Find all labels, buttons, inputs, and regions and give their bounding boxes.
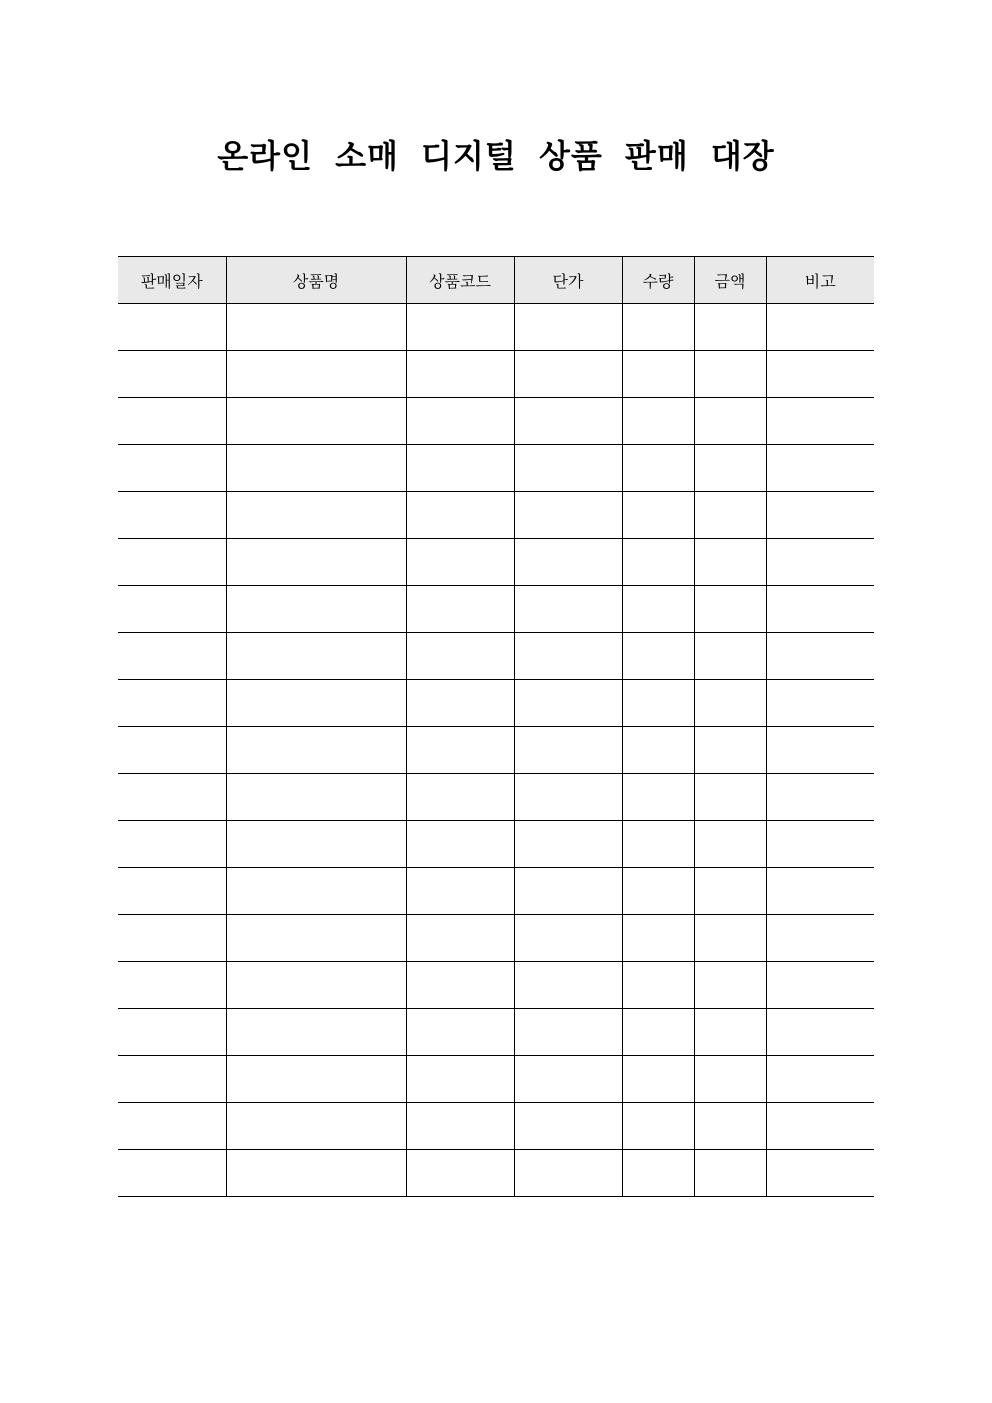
cell-amount — [694, 633, 766, 680]
table-row — [118, 1150, 874, 1197]
cell-remarks — [766, 445, 874, 492]
cell-amount — [694, 962, 766, 1009]
cell-product-code — [406, 821, 514, 868]
cell-sale-date — [118, 398, 226, 445]
cell-remarks — [766, 351, 874, 398]
table-row — [118, 1103, 874, 1150]
cell-unit-price — [514, 398, 622, 445]
table-row — [118, 915, 874, 962]
cell-remarks — [766, 1056, 874, 1103]
cell-remarks — [766, 398, 874, 445]
cell-amount — [694, 398, 766, 445]
cell-sale-date — [118, 351, 226, 398]
cell-unit-price — [514, 1103, 622, 1150]
cell-unit-price — [514, 1056, 622, 1103]
cell-quantity — [622, 351, 694, 398]
cell-quantity — [622, 680, 694, 727]
cell-sale-date — [118, 1056, 226, 1103]
cell-quantity — [622, 962, 694, 1009]
cell-sale-date — [118, 445, 226, 492]
cell-sale-date — [118, 539, 226, 586]
cell-amount — [694, 1103, 766, 1150]
cell-product-name — [226, 1009, 406, 1056]
cell-product-code — [406, 492, 514, 539]
cell-unit-price — [514, 868, 622, 915]
cell-remarks — [766, 1009, 874, 1056]
cell-sale-date — [118, 727, 226, 774]
cell-quantity — [622, 633, 694, 680]
cell-amount — [694, 1009, 766, 1056]
cell-quantity — [622, 492, 694, 539]
cell-remarks — [766, 868, 874, 915]
cell-remarks — [766, 727, 874, 774]
cell-remarks — [766, 304, 874, 351]
cell-amount — [694, 1056, 766, 1103]
cell-quantity — [622, 1056, 694, 1103]
cell-unit-price — [514, 680, 622, 727]
table-row — [118, 868, 874, 915]
cell-sale-date — [118, 680, 226, 727]
cell-quantity — [622, 1009, 694, 1056]
cell-amount — [694, 915, 766, 962]
cell-product-name — [226, 445, 406, 492]
header-product-name: 상품명 — [226, 257, 406, 304]
table-row — [118, 680, 874, 727]
cell-product-name — [226, 351, 406, 398]
cell-quantity — [622, 774, 694, 821]
cell-amount — [694, 445, 766, 492]
sales-ledger-table — [118, 256, 874, 1197]
cell-product-name — [226, 915, 406, 962]
cell-product-name — [226, 1103, 406, 1150]
cell-unit-price — [514, 586, 622, 633]
ledger-body — [118, 304, 874, 1197]
cell-product-code — [406, 586, 514, 633]
cell-remarks — [766, 915, 874, 962]
cell-quantity — [622, 1150, 694, 1197]
cell-unit-price — [514, 962, 622, 1009]
cell-product-code — [406, 304, 514, 351]
cell-product-name — [226, 774, 406, 821]
cell-product-code — [406, 915, 514, 962]
table-row — [118, 821, 874, 868]
header-amount: 금액 — [694, 257, 766, 304]
cell-sale-date — [118, 962, 226, 1009]
cell-product-code — [406, 351, 514, 398]
header-remarks: 비고 — [766, 257, 874, 304]
cell-sale-date — [118, 1150, 226, 1197]
table-row — [118, 633, 874, 680]
cell-amount — [694, 774, 766, 821]
cell-remarks — [766, 492, 874, 539]
table-row — [118, 492, 874, 539]
cell-unit-price — [514, 774, 622, 821]
cell-unit-price — [514, 727, 622, 774]
cell-product-name — [226, 680, 406, 727]
cell-product-code — [406, 1150, 514, 1197]
cell-amount — [694, 868, 766, 915]
cell-remarks — [766, 539, 874, 586]
table-row — [118, 962, 874, 1009]
table-row — [118, 774, 874, 821]
cell-product-code — [406, 445, 514, 492]
cell-remarks — [766, 774, 874, 821]
cell-quantity — [622, 915, 694, 962]
cell-product-name — [226, 539, 406, 586]
cell-product-code — [406, 774, 514, 821]
cell-product-code — [406, 1103, 514, 1150]
cell-unit-price — [514, 492, 622, 539]
cell-quantity — [622, 868, 694, 915]
table-row — [118, 445, 874, 492]
cell-amount — [694, 821, 766, 868]
cell-product-code — [406, 680, 514, 727]
cell-unit-price — [514, 539, 622, 586]
cell-amount — [694, 727, 766, 774]
cell-product-code — [406, 868, 514, 915]
cell-remarks — [766, 821, 874, 868]
document-title: 온라인 소매 디지털 상품 판매 대장 — [217, 137, 775, 175]
cell-product-name — [226, 962, 406, 1009]
table-row — [118, 304, 874, 351]
cell-product-name — [226, 633, 406, 680]
cell-amount — [694, 680, 766, 727]
header-sale-date: 판매일자 — [118, 257, 226, 304]
cell-product-name — [226, 868, 406, 915]
cell-remarks — [766, 680, 874, 727]
cell-remarks — [766, 586, 874, 633]
cell-unit-price — [514, 1009, 622, 1056]
cell-quantity — [622, 398, 694, 445]
cell-product-name — [226, 398, 406, 445]
cell-product-code — [406, 1009, 514, 1056]
cell-amount — [694, 304, 766, 351]
cell-amount — [694, 539, 766, 586]
cell-amount — [694, 492, 766, 539]
cell-sale-date — [118, 633, 226, 680]
cell-product-name — [226, 727, 406, 774]
cell-sale-date — [118, 1103, 226, 1150]
cell-product-code — [406, 398, 514, 445]
table-row — [118, 727, 874, 774]
cell-sale-date — [118, 586, 226, 633]
cell-sale-date — [118, 304, 226, 351]
cell-quantity — [622, 445, 694, 492]
cell-product-code — [406, 1056, 514, 1103]
cell-product-name — [226, 492, 406, 539]
table-row — [118, 1056, 874, 1103]
cell-quantity — [622, 539, 694, 586]
cell-amount — [694, 586, 766, 633]
cell-remarks — [766, 633, 874, 680]
cell-sale-date — [118, 774, 226, 821]
cell-quantity — [622, 1103, 694, 1150]
cell-quantity — [622, 821, 694, 868]
cell-product-code — [406, 633, 514, 680]
cell-amount — [694, 1150, 766, 1197]
cell-unit-price — [514, 821, 622, 868]
cell-product-code — [406, 539, 514, 586]
cell-unit-price — [514, 915, 622, 962]
cell-quantity — [622, 586, 694, 633]
cell-unit-price — [514, 445, 622, 492]
cell-quantity — [622, 727, 694, 774]
cell-unit-price — [514, 304, 622, 351]
table-row — [118, 586, 874, 633]
table-row — [118, 539, 874, 586]
cell-sale-date — [118, 492, 226, 539]
cell-sale-date — [118, 915, 226, 962]
cell-product-name — [226, 586, 406, 633]
cell-product-name — [226, 1056, 406, 1103]
header-quantity: 수량 — [622, 257, 694, 304]
header-unit-price: 단가 — [514, 257, 622, 304]
cell-quantity — [622, 304, 694, 351]
cell-remarks — [766, 1103, 874, 1150]
table-row — [118, 398, 874, 445]
header-row — [118, 257, 874, 304]
cell-sale-date — [118, 821, 226, 868]
header-product-code: 상품코드 — [406, 257, 514, 304]
cell-product-code — [406, 727, 514, 774]
cell-sale-date — [118, 868, 226, 915]
cell-unit-price — [514, 1150, 622, 1197]
table-row — [118, 1009, 874, 1056]
cell-amount — [694, 351, 766, 398]
cell-remarks — [766, 962, 874, 1009]
cell-remarks — [766, 1150, 874, 1197]
table-row — [118, 351, 874, 398]
cell-product-code — [406, 962, 514, 1009]
cell-product-name — [226, 304, 406, 351]
cell-sale-date — [118, 1009, 226, 1056]
cell-unit-price — [514, 633, 622, 680]
cell-unit-price — [514, 351, 622, 398]
cell-product-name — [226, 1150, 406, 1197]
cell-product-name — [226, 821, 406, 868]
